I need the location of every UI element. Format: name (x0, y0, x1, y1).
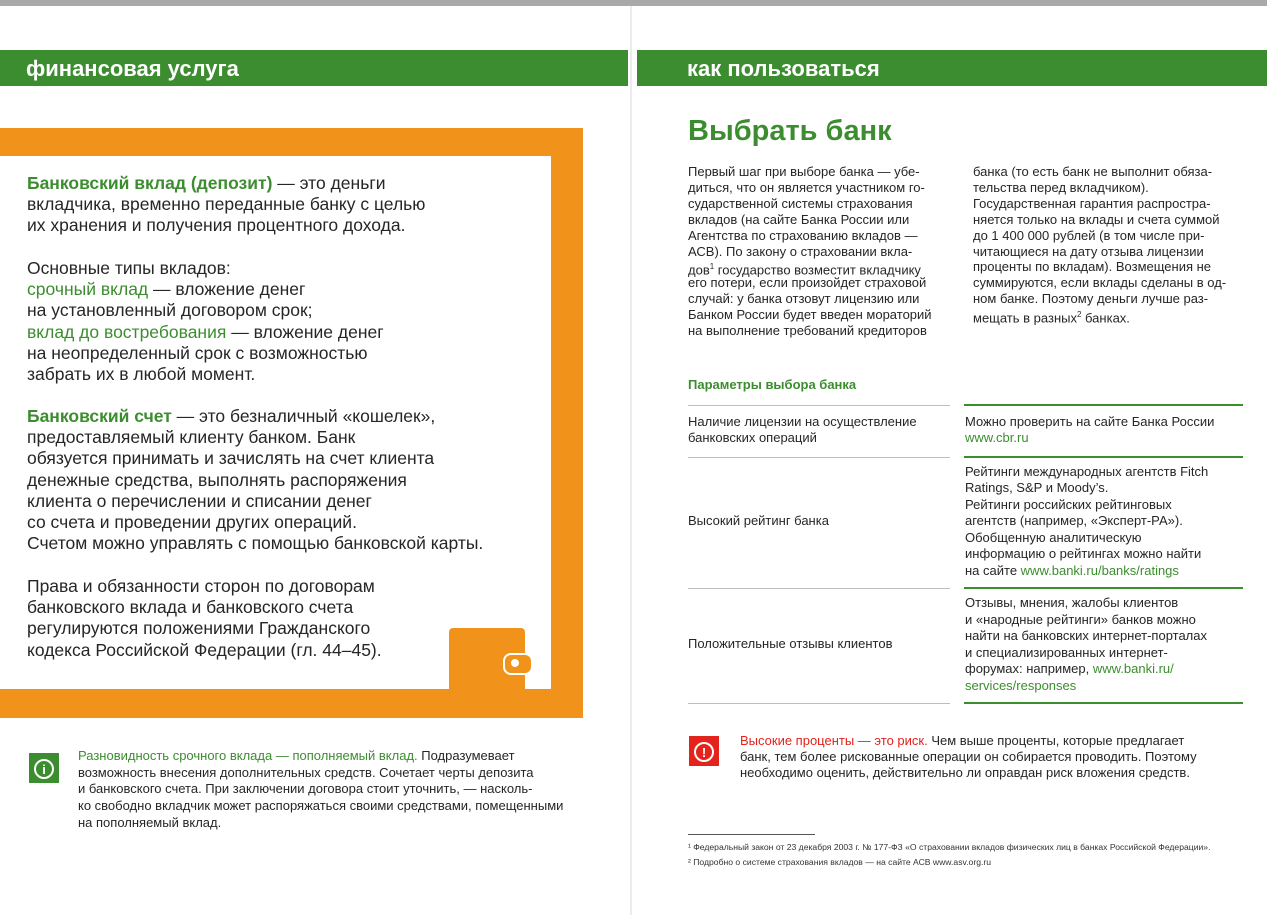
text-run: их хранения и получения процентного дохода. (27, 215, 406, 236)
detail-cell (965, 563, 1179, 580)
text-run: и специализированных интернет- (965, 644, 1168, 660)
text-line (27, 512, 357, 533)
detail-cell (965, 430, 1029, 447)
text-line (688, 180, 925, 196)
text-run: АСВ). По закону о страховании вкла- (688, 243, 913, 259)
text-line (973, 275, 1226, 291)
text-line (78, 781, 532, 798)
text-line (688, 291, 919, 307)
text-run: на неопределенный срок с возможностью (27, 342, 368, 363)
text-run: тельства перед вкладчиком). (973, 179, 1149, 195)
text-line (27, 364, 255, 385)
highlighted-text: www.banki.ru/ (1092, 661, 1174, 676)
text-run: предоставляемый клиенту банком. Банк (27, 427, 356, 448)
text-line (27, 279, 305, 300)
text-line (27, 343, 367, 364)
detail-cell (965, 645, 1168, 662)
footnote-1: ¹ Федеральный закон от 23 декабря 2003 г. № 177-ФЗ «О страховании вкладов физических лиц в банках Российской Федерации». (688, 842, 1211, 852)
text-run: читающиеся на дату отзыва лицензии (973, 243, 1204, 259)
text-line (27, 300, 313, 321)
text-run: найти на банковских интернет-порталах (965, 628, 1207, 643)
text-run: регулируются положениями Гражданского (27, 618, 371, 639)
detail-cell (965, 497, 1172, 514)
text-line (27, 215, 405, 236)
text-line (688, 275, 926, 291)
text-line (688, 244, 912, 260)
text-run: мещать в разных (973, 310, 1077, 326)
text-line (78, 765, 534, 782)
text-run: Агентства по страхованию вкладов — (688, 227, 918, 243)
table-rule (964, 456, 1243, 458)
text-line (27, 427, 355, 448)
detail-cell (965, 628, 1207, 645)
highlighted-text: вклад до востребования (27, 321, 227, 342)
text-run: няется только на вклады и счета суммой (973, 211, 1220, 227)
text-run: 1 (709, 262, 715, 272)
text-run: на установленный договором срок; (27, 300, 313, 321)
page-title: Выбрать банк (688, 115, 892, 147)
detail-cell (965, 595, 1178, 612)
text-line (27, 597, 353, 618)
highlighted-text: Банковский счет (27, 406, 172, 426)
top-edge (0, 0, 1267, 6)
text-run: 2 (1076, 310, 1082, 320)
text-run: и «народные рейтинги» банков можно (965, 611, 1196, 627)
detail-cell (965, 612, 1196, 629)
text-run: со счета и проведении других операций. (27, 512, 357, 532)
text-run: Чем выше проценты, которые предлагает (927, 733, 1185, 748)
highlighted-text: www.banki.ru/banks/ratings (1020, 562, 1179, 578)
text-line (973, 291, 1208, 307)
param-cell: Высокий рейтинг банка (688, 513, 829, 529)
text-run: государство возместит вкладчику (714, 262, 921, 278)
table-rule (964, 587, 1243, 589)
table-title: Параметры выбора банка (688, 377, 857, 392)
text-run: Ratings, S&P и Moody’s. (965, 480, 1109, 496)
text-run: дов (688, 262, 710, 278)
text-run: — вложение денег (148, 279, 306, 300)
text-line (78, 815, 221, 832)
text-run: агентств (например, «Эксперт-РА»). (965, 513, 1183, 529)
text-run: и банковского счета. При заключении договора стоит уточнить, — насколь- (78, 781, 533, 797)
text-run: Банком России будет введен мораторий (688, 307, 932, 323)
text-run: вкладов (на сайте Банка России или (688, 211, 910, 227)
table-rule (688, 405, 950, 406)
text-line (27, 448, 434, 469)
text-line (27, 194, 425, 215)
text-line (740, 765, 1190, 782)
text-run: Рейтинги российских рейтинговых (965, 496, 1172, 512)
right-section-header: как пользоваться (637, 50, 1267, 86)
text-line (973, 228, 1204, 244)
param-cell: банковских операций (688, 430, 817, 445)
text-run: банковского вклада и банковского счета (27, 597, 354, 618)
page-gutter (630, 6, 632, 915)
text-line (27, 470, 407, 491)
text-run: необходимо оценить, действительно ли оправдан риск вложения средств. (740, 765, 1190, 780)
text-run: форумах: например, (965, 661, 1093, 676)
text-run: банк, тем более рискованные операции он собирается проводить. Поэтому (740, 749, 1197, 764)
text-run: Права и обязанности сторон по договорам (27, 576, 375, 596)
text-run: ко свободно вкладчик может распоряжаться своими средствами, помещенными (78, 798, 564, 814)
wallet-button (511, 659, 519, 667)
footnote-2: ² Подробно о системе страхования вкладов — на сайте АСВ www.asv.org.ru (688, 857, 991, 867)
detail-cell (965, 513, 1183, 530)
text-run: Государственная гарантия распростра- (973, 195, 1211, 211)
text-line (27, 640, 382, 661)
text-line (973, 164, 1212, 180)
text-run: возможность внесения дополнительных средств. Сочетает черты депозита (78, 764, 534, 780)
text-line (27, 618, 370, 639)
detail-cell (965, 661, 1174, 678)
text-run: Можно проверить на сайте Банка России (965, 413, 1215, 429)
highlighted-text: срочный вклад (27, 279, 149, 300)
detail-cell (965, 530, 1142, 547)
text-line (27, 491, 372, 512)
text-line (78, 748, 515, 765)
text-run: Основные типы вкладов: (27, 258, 231, 278)
info-icon: i (29, 753, 59, 783)
highlighted-text: services/responses (965, 677, 1077, 693)
text-run: информацию о рейтингах можно найти (965, 546, 1202, 562)
text-line (27, 322, 384, 343)
text-line (973, 244, 1204, 260)
warning-icon: ! (689, 736, 719, 766)
text-line (27, 576, 375, 597)
text-run: денежные средства, выполнять распоряжения (27, 469, 407, 490)
detail-cell (965, 464, 1208, 481)
detail-cell (965, 480, 1108, 497)
text-run: забрать их в любой момент. (27, 364, 256, 384)
text-line (688, 323, 927, 339)
table-rule (688, 703, 950, 704)
text-run: на выполнение требований кредиторов (688, 323, 927, 338)
text-run: его потери, если произойдет страховой (688, 275, 927, 291)
text-run: проценты по вкладам). Возмещения не (973, 259, 1212, 275)
text-line (27, 533, 483, 554)
highlighted-text: Банковский вклад (депозит) (27, 173, 273, 193)
text-run: на пополняемый вклад. (78, 814, 222, 830)
text-line (688, 196, 913, 212)
table-rule (688, 457, 950, 458)
detail-cell (965, 678, 1076, 695)
text-run: обязуется принимать и зачислять на счет клиента (27, 448, 435, 469)
highlighted-text: Разновидность срочного вклада — пополняемый вклад. (78, 748, 418, 763)
param-cell: Положительные отзывы клиентов (688, 636, 893, 652)
table-rule (964, 702, 1243, 704)
highlighted-text: www.cbr.ru (965, 430, 1029, 445)
text-run: суммируются, если вклады сделаны в од- (973, 275, 1227, 291)
text-run: Рейтинги международных агентств Fitch (965, 463, 1209, 479)
text-line (27, 173, 385, 194)
text-run: Отзывы, мнения, жалобы клиентов (965, 595, 1179, 610)
text-run: Счетом можно управлять с помощью банковской карты. (27, 533, 484, 554)
text-run: до 1 400 000 рублей (в том числе при- (973, 227, 1205, 243)
param-cell: Наличие лицензии на осуществление (688, 413, 917, 429)
text-line (973, 259, 1211, 275)
text-line (740, 733, 1184, 750)
text-line (78, 798, 563, 815)
text-run: на сайте (965, 562, 1021, 578)
text-run: ном банке. Поэтому деньги лучше раз- (973, 291, 1209, 307)
text-run: — вложение денег (226, 321, 384, 342)
text-line (688, 164, 920, 180)
text-line (27, 258, 231, 279)
text-run: Первый шаг при выборе банка — убе- (688, 164, 920, 179)
text-run: сударственной системы страхования (688, 195, 913, 211)
text-line (27, 406, 435, 427)
text-run: диться, что он является участником го- (688, 179, 925, 195)
text-run: — это деньги (272, 173, 386, 193)
highlighted-text: Высокие проценты — это риск. (740, 733, 928, 748)
text-run: — это безналичный «кошелек», (171, 406, 436, 426)
table-rule (964, 404, 1243, 406)
text-line (688, 307, 932, 323)
footnote-rule (688, 834, 815, 835)
text-line (688, 212, 909, 228)
text-line (688, 228, 917, 244)
text-line (973, 212, 1220, 228)
table-rule (688, 588, 950, 589)
detail-cell (965, 414, 1214, 431)
text-run: банках. (1081, 310, 1130, 326)
text-run: вкладчика, временно переданные банку с целью (27, 194, 426, 215)
text-line (973, 196, 1211, 212)
text-run: клиента о перечислении и списании денег (27, 490, 372, 511)
left-section-header: финансовая услуга (0, 50, 628, 86)
text-line (740, 749, 1197, 766)
text-run: Подразумевает (417, 748, 515, 763)
text-line (973, 180, 1149, 196)
detail-cell (965, 546, 1201, 563)
text-run: кодекса Российской Федерации (гл. 44–45). (27, 639, 382, 660)
text-line (973, 307, 1130, 326)
text-run: случай: у банка отзовут лицензию или (688, 291, 920, 307)
text-run: Обобщенную аналитическую (965, 529, 1142, 545)
text-run: банка (то есть банк не выполнит обяза- (973, 164, 1213, 179)
